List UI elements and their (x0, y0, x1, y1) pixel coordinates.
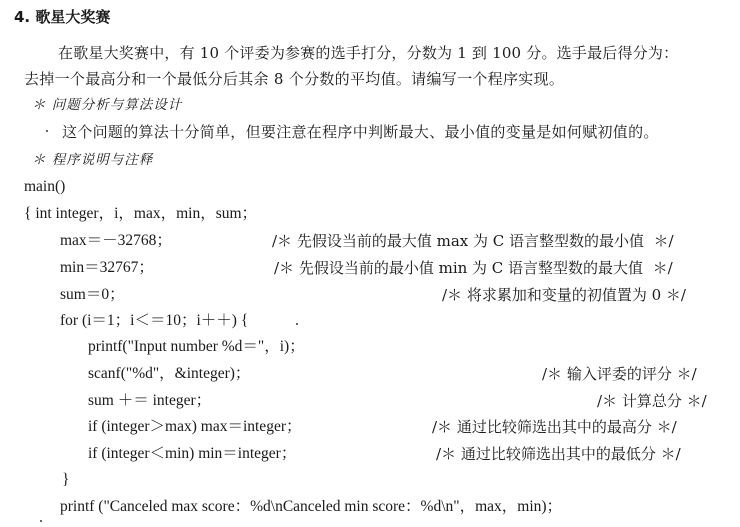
paragraph-line-2: 去掉一个最高分和一个最低分后其余 8 个分数的平均值。请编写一个程序实现。 (24, 70, 565, 88)
comment-sum: /＊ 计算总分 ＊/ (597, 392, 707, 410)
comment-sum-init: /＊ 将求累加和变量的初值置为 0 ＊/ (442, 286, 686, 304)
code-line-scanf: scanf("%d"，&integer)； (88, 365, 251, 382)
code-line-max-init: max＝－32768； (60, 232, 172, 249)
comment-min-init: /＊ 先假设当前的最小值 min 为 C 语言整型数的最大值 ＊/ (274, 259, 673, 277)
scan-speck (296, 323, 298, 325)
analysis-text: 这个问题的算法十分简单，但要注意在程序中判断最大、最小值的变量是如何赋初值的。 (62, 123, 659, 141)
code-line-printf-result: printf ("Canceled max score：%d\nCanceled min score：%d\n"，max，min)； (60, 498, 563, 515)
section-heading: 4. 歌星大奖赛 (14, 8, 111, 26)
subsection-label-analysis: ＊ 问题分析与算法设计 (32, 97, 183, 113)
subsection-label-program: ＊ 程序说明与注释 (32, 152, 154, 168)
comment-max-init: /＊ 先假设当前的最大值 max 为 C 语言整型数的最小值 ＊/ (272, 232, 674, 250)
comment-if-max: /＊ 通过比较筛选出其中的最高分 ＊/ (432, 418, 677, 436)
code-line-sum: sum ＋＝ integer； (88, 392, 212, 409)
code-line-for: for (i＝1；i＜＝10；i＋＋) { (60, 312, 249, 329)
scan-speck (40, 520, 42, 522)
code-line-main: main() (24, 178, 66, 195)
code-line-if-max: if (integer＞max) max＝integer； (88, 418, 302, 435)
code-line-close-brace: } (62, 471, 70, 488)
code-line-declare: { int integer，i，max，min，sum； (24, 205, 258, 222)
code-line-printf-input: printf("Input number %d＝"，i)； (88, 338, 305, 355)
code-line-sum-init: sum＝0； (60, 286, 125, 303)
paragraph-line-1: 在歌星大奖赛中，有 10 个评委为参赛的选手打分，分数为 1 到 100 分。选手最后得分为： (58, 44, 679, 62)
comment-scanf: /＊ 输入评委的评分 ＊/ (542, 365, 697, 383)
code-line-min-init: min＝32767； (60, 259, 154, 276)
scan-speck (46, 130, 48, 132)
comment-if-min: /＊ 通过比较筛选出其中的最低分 ＊/ (436, 445, 681, 463)
code-line-if-min: if (integer＜min) min＝integer； (88, 445, 297, 462)
